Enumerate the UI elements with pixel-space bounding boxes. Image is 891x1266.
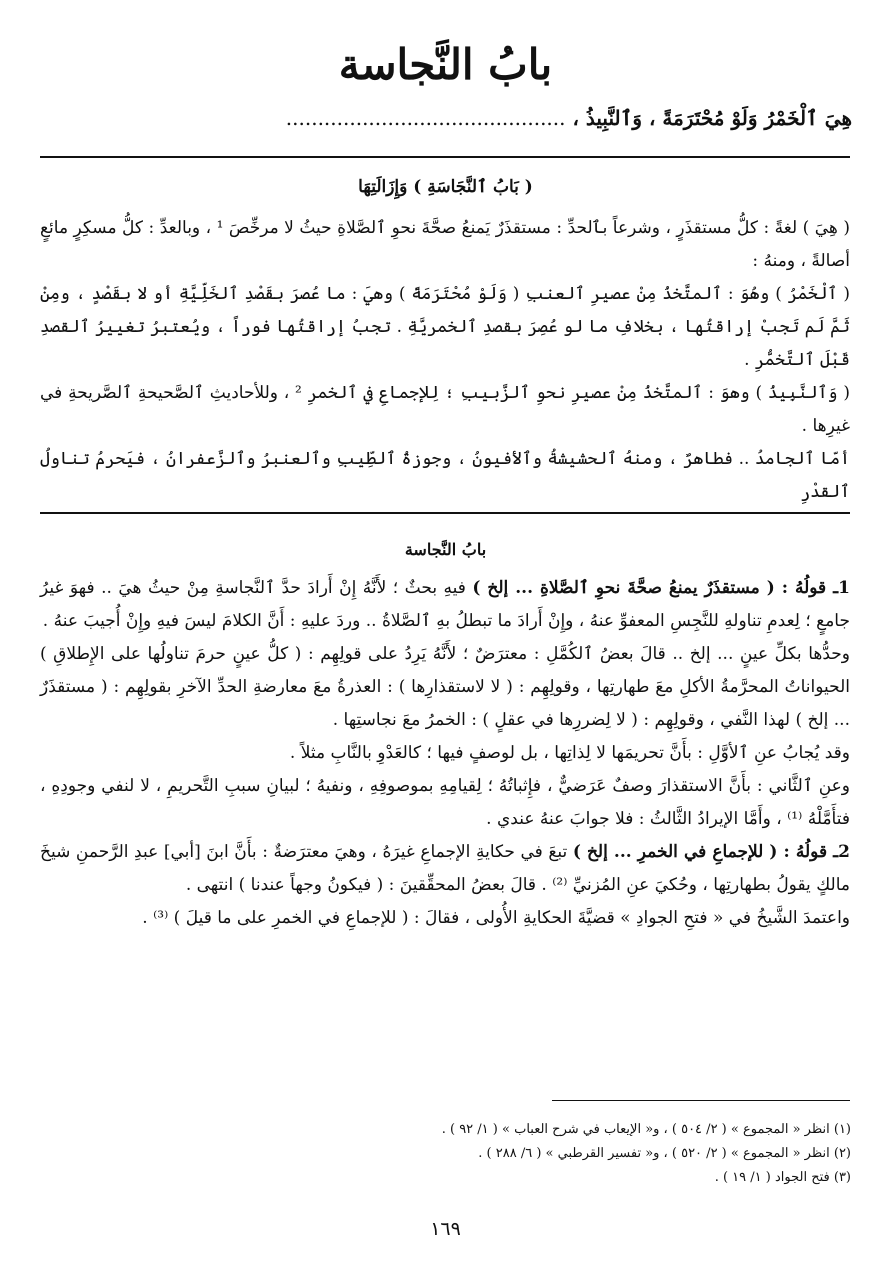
sharh-paragraph: ( هِيَ ) لغةً : كلُّ مستقذَرٍ ، وشرعاً بٱلحدِّ : مستقذَرٌ يَمنعُ صحَّةَ نحوِ ٱلصَّلاةِ حيثُ لا مرخِّصَ ¹ ، وبالعدِّ : كلُّ مسكِرٍ مائعٍ أصالةً ، ومنهُ : (40, 218, 850, 271)
divider-top (40, 156, 850, 158)
divider-middle (40, 512, 850, 514)
chapter-title: بابُ النَّجاسة (338, 40, 553, 89)
commentary-text: تبعَ في حكايةِ الإجماعِ غيرَهُ ، وهيَ معترَضةٌ : بأَنَّ ابنَ [أبي] عبدِ الرَّحمنِ شيخَ مالكٍ يقولُ بطهارتِها ، وحُكيَ عنِ المُزنيِّ ⁽²⁾ . قالَ بعضُ المحقِّقينَ : ( فيكونُ وجهاً عندنا ) انتهى . (40, 842, 850, 895)
footnote-divider (552, 1100, 850, 1101)
hashiya-heading: بابُ النَّجاسة (404, 540, 487, 559)
hashiya-paragraph (40, 902, 850, 935)
commentary-text: واعتمدَ الشَّيخُ في « فتحِ الجوادِ » قضيَّةَ الحكايةِ الأُولى ، فقالَ : ( للإجماعِ في الخمرِ على ما قيلَ ) ⁽³⁾ . (142, 908, 850, 928)
sharh-body (40, 212, 850, 509)
page-number: ١٦٩ (430, 1218, 461, 1240)
hashiya-body (40, 572, 850, 935)
commentary-text: فيهِ بحثٌ ؛ لأَنَّهُ إِنْ أَرادَ حدَّ ٱلنَّجاسةِ مِنْ حيثُ هيَ .. فهوَ غيرُ جامعٍ ؛ لِعدمِ تناولهِ للنَّجِسِ المعفوِّ عنهُ ، وإِنْ أَرادَ ما تبطلُ بهِ ٱلصَّلاةُ .. وردَ عليهِ : أَنَّ الكلامَ ليسَ فيهِ وإِنْ أُجيبَ عنهُ . (40, 578, 850, 631)
hashiya-paragraph (40, 638, 850, 737)
sharh-paragraph: ( وَٱلنَّبِيذُ ) وهوَ : ٱلمتَّخذُ مِنْ عصيرِ نحوِ ٱلزَّبيبِ ؛ لِلإجماعِ في ٱلخمرِ ² ، وللأحاديثِ ٱلصَّحيحةِ ٱلصَّريحةِ في غيرِها . (40, 383, 850, 436)
hashiya-paragraph (40, 572, 850, 638)
sharh-paragraph: أمّا ٱلجامدُ .. فطاهرٌ ، ومنهُ ٱلحشيشةُ وٱلأفيونُ ، وجوزةُ ٱلطِّيبِ وٱلعنبرُ وٱلزَّعفرانُ ، فيَحرمُ تناولُ ٱلقدْرِ (40, 449, 850, 502)
matn-line (42, 100, 852, 136)
footnotes (291, 1118, 851, 1190)
footnote: (٢) انظر « المجموع » ( ٢/ ٥٢٠ ) ، و« تفسير القرطبي » ( ٦/ ٢٨٨ ) . (478, 1146, 851, 1161)
footnote: (١) انظر « المجموع » ( ٢/ ٥٠٤ ) ، و« الإيعاب في شرح العباب » ( ١/ ٩٢ ) . (441, 1122, 851, 1137)
hashiya-paragraph (40, 836, 850, 902)
lemma: 2ـ قولُهُ : ( للإجماعِ في الخمرِ ... إلخ ) (572, 842, 851, 862)
matn-text: هِيَ ٱلْخَمْرُ وَلَوْ مُحْتَرَمَةً ، وَٱلنَّبِيذُ ، (572, 106, 852, 130)
sharh-paragraph: ( ٱلْخَمْرُ ) وهُوَ : ٱلمتَّخذُ مِنْ عصيرِ ٱلعنبِ ( وَلَوْ مُحْتَرَمَةً ) وهيَ : ما عُصرَ بقَصْدِ ٱلخَلِّيَّةِ أو لا بقَصْدٍ ، ومِنْ ثَمَّ لَم تَجبْ إراقتُها ، بخلافِ ما لو عُصِرَ بقصدِ ٱلخمريَّةِ . تجبُ إراقتُها فوراً ، ويُعتبرُ تغييرُ ٱلقصدِ قَبْلَ ٱلتَّخمُّرِ . (40, 284, 850, 370)
hashiya-paragraph (40, 737, 850, 770)
hashiya-paragraph (40, 770, 850, 836)
footnote: (٣) فتح الجواد ( ١/ ١٩ ) . (714, 1170, 851, 1185)
sharh-heading: ( بَابُ ٱلنَّجَاسَةِ ) وَإِزَالَتِهَا (358, 177, 533, 197)
matn-dots: ............................................ (285, 106, 566, 130)
commentary-text: وعنِ ٱلثَّاني : بأَنَّ الاستقذارَ وصفٌ عَرَضيٌّ ، فإِثباتُهُ ؛ لِقيامِهِ بموصوفِهِ ، ونفيهُ ؛ لبيانِ سببِ التَّحريمِ ، لا لنفي وجودِهِ ، فتأَمَّلْهُ ⁽¹⁾ ، وأَمَّا الإيرادُ الثَّالثُ : فلا جوابَ عنهُ عندي . (40, 776, 850, 829)
commentary-text: وحدُّها بكلِّ عينٍ ... إلخ .. قالَ بعضُ ٱلكُمَّلِ : معترَضٌ ؛ لأَنَّهُ يَرِدُ على قولِهِم : ( كلُّ عينٍ حرمَ تناولُها على الإِطلاقِ ) الحيواناتُ المحرَّمةُ الأكلِ معَ طهارتِها ، وقولِهِم : ( لا لاستقذارِها ) : العذرةُ معَ معارضةِ الحدِّ الآخرِ بقولِهِم : ( مستقذَرٌ ... إلخ ) لهذا النَّفي ، وقولِهِم : ( لا لِضررِها في عقلٍ ) : الخمرُ معَ نجاستِها . (40, 644, 850, 730)
lemma: 1ـ قولُهُ : ( مستقذَرٌ يمنعُ صحَّةَ نحوِ ٱلصَّلاةِ ... إلخ ) (472, 578, 850, 598)
commentary-text: وقد يُجابُ عنِ ٱلأوَّلِ : بأَنَّ تحريمَها لا لِذاتِها ، بل لوصفٍ فيها ؛ كالعَدْوِ بالنَّابِ مثلاً . (289, 743, 850, 763)
